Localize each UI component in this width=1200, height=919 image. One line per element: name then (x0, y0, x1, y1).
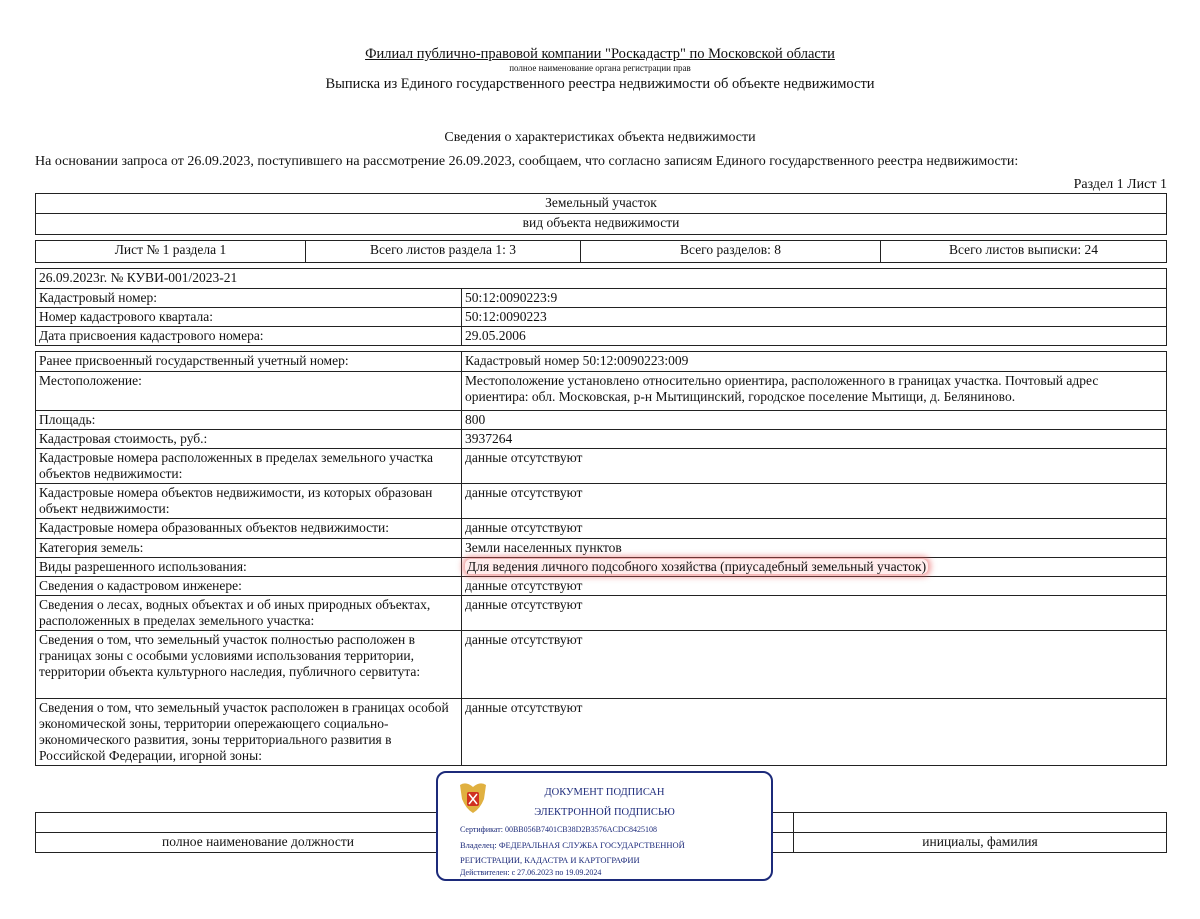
electronic-signature-stamp (436, 771, 773, 881)
characteristics-table (35, 351, 1167, 766)
object-type: Земельный участок (36, 194, 1167, 214)
meta-table (35, 268, 1167, 346)
field-label: Кадастровая стоимость, руб.: (36, 430, 462, 449)
table-row (36, 372, 1167, 411)
field-label: Сведения о том, что земельный участок расположен в границах особой экономической зоны, территории опережающего социально-экономического развития, зоны территориального развития в Российской Федерации, игорной зоны: (36, 699, 462, 766)
intro-text: На основании запроса от 26.09.2023, поступившего на рассмотрение 26.09.2023, сообщаем, что согласно записям Единого государственного реестра недвижимости: (35, 154, 1019, 169)
field-value: 50:12:0090223:9 (462, 289, 1167, 308)
field-label: Сведения о лесах, водных объектах и об иных природных объектах, расположенных в пределах земельного участка: (36, 596, 462, 631)
field-value: Кадастровый номер 50:12:0090223:009 (462, 352, 1167, 372)
field-value: Земли населенных пунктов (462, 539, 1167, 558)
sheet-number: Лист № 1 раздела 1 (36, 241, 306, 263)
stamp-line1: ДОКУМЕНТ ПОДПИСАН (544, 787, 665, 798)
field-label: Кадастровые номера объектов недвижимости, из которых образован объект недвижимости: (36, 484, 462, 519)
field-value: данные отсутствуют (462, 449, 1167, 484)
field-value: данные отсутствуют (462, 519, 1167, 539)
field-label: Кадастровый номер: (36, 289, 462, 308)
field-label: Площадь: (36, 411, 462, 430)
stamp-certificate: Сертификат: 00BB056B7401CB38D2B3576ACDC8425108 (460, 825, 657, 834)
name-caption: инициалы, фамилия (794, 833, 1167, 853)
field-label: Кадастровые номера образованных объектов недвижимости: (36, 519, 462, 539)
org-caption: полное наименование органа регистрации прав (509, 63, 691, 73)
field-value: 50:12:0090223 (462, 308, 1167, 327)
table-row (36, 449, 1167, 484)
section-label: Раздел 1 Лист 1 (1073, 177, 1167, 192)
table-row (36, 699, 1167, 766)
field-value: 29.05.2006 (462, 327, 1167, 346)
extract-number: 26.09.2023г. № КУВИ-001/2023-21 (36, 269, 1167, 289)
sheets-total: Всего листов выписки: 24 (881, 241, 1167, 263)
field-value: данные отсутствуют (462, 596, 1167, 631)
table-row (36, 558, 1167, 577)
doc-title: Выписка из Единого государственного реестра недвижимости об объекте недвижимости (325, 76, 875, 92)
field-label: Виды разрешенного использования: (36, 558, 462, 577)
table-row (36, 352, 1167, 372)
table-row (36, 596, 1167, 631)
table-row (36, 484, 1167, 519)
org-name: Филиал публично-правовой компании "Роскадастр" по Московской области (365, 46, 835, 62)
table-row (36, 430, 1167, 449)
field-value: данные отсутствуют (462, 484, 1167, 519)
table-row (36, 539, 1167, 558)
field-label: Ранее присвоенный государственный учетный номер: (36, 352, 462, 372)
field-value: Местоположение установлено относительно ориентира, расположенного в границах участка. Почтовый адрес ориентира: обл. Московская, р-н Мытищинский, городское поселение Мытищи, д. Беляниново. (462, 372, 1167, 411)
table-row (36, 411, 1167, 430)
sheets-in-section: Всего листов раздела 1: 3 (306, 241, 581, 263)
position-caption: полное наименование должности (36, 833, 481, 853)
sections-total: Всего разделов: 8 (581, 241, 881, 263)
field-label: Кадастровые номера расположенных в пределах земельного участка объектов недвижимости: (36, 449, 462, 484)
field-value: данные отсутствуют (462, 699, 1167, 766)
field-value: 3937264 (462, 430, 1167, 449)
section-heading: Сведения о характеристиках объекта недвижимости (444, 130, 756, 145)
stamp-line2: ЭЛЕКТРОННОЙ ПОДПИСЬЮ (534, 807, 675, 818)
sheets-table (35, 240, 1167, 263)
field-value: данные отсутствуют (462, 631, 1167, 699)
field-label: Номер кадастрового квартала: (36, 308, 462, 327)
field-value: 800 (462, 411, 1167, 430)
object-type-caption: вид объекта недвижимости (36, 214, 1167, 235)
field-label: Сведения о кадастровом инженере: (36, 577, 462, 596)
table-row (36, 631, 1167, 699)
field-label: Местоположение: (36, 372, 462, 411)
stamp-owner: Владелец: ФЕДЕРАЛЬНАЯ СЛУЖБА ГОСУДАРСТВЕННОЙ (460, 840, 685, 850)
table-row (36, 577, 1167, 596)
table-row (36, 519, 1167, 539)
field-label: Дата присвоения кадастрового номера: (36, 327, 462, 346)
stamp-validity: Действителен: с 27.06.2023 по 19.09.2024 (460, 868, 602, 877)
stamp-owner-cont: РЕГИСТРАЦИИ, КАДАСТРА И КАРТОГРАФИИ (460, 855, 640, 865)
field-label: Категория земель: (36, 539, 462, 558)
highlighted-value: Для ведения личного подсобного хозяйства (приусадебный земельный участок) (467, 559, 927, 574)
object-type-table (35, 193, 1167, 235)
field-label: Сведения о том, что земельный участок полностью расположен в границах зоны с особыми условиями использования территории, территории объекта культурного наследия, публичного сервитута: (36, 631, 462, 699)
field-value (462, 558, 1167, 577)
field-value: данные отсутствуют (462, 577, 1167, 596)
